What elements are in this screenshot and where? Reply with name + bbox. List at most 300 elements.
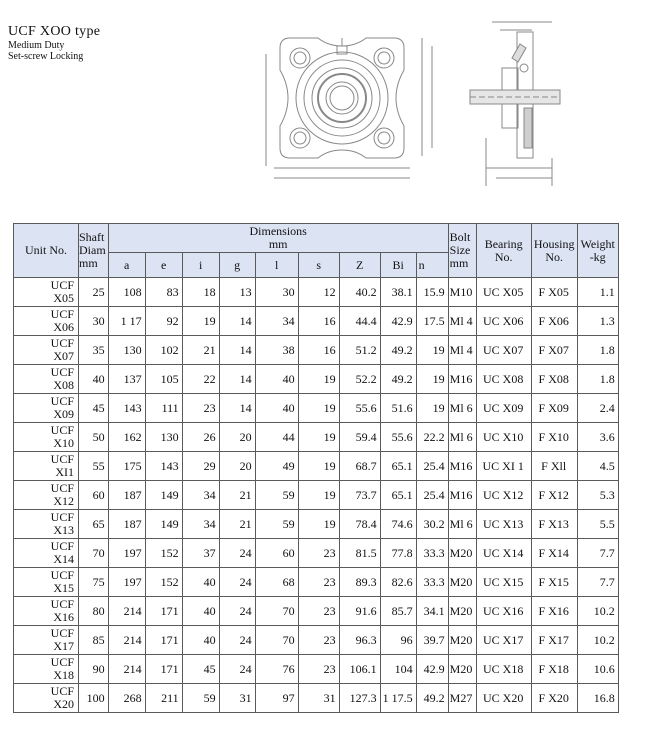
cell-weight: 4.5 [577,452,618,481]
header [8,24,100,62]
cell-d: 40 [79,365,109,394]
cell-n: 22.2 [416,423,448,452]
cell-i: 34 [182,510,219,539]
unit-series: UCF [50,365,74,379]
cell-l: 70 [255,626,298,655]
cell-housing: F X05 [531,278,577,307]
cell-weight: 1.8 [577,365,618,394]
cell-e: 92 [145,307,182,336]
unit-code: X10 [53,436,74,450]
cell-a: 187 [108,481,145,510]
unit-series: UCF [50,336,74,350]
unit-series: UCF [50,597,74,611]
cell-i: 40 [182,597,219,626]
cell-l: 38 [255,336,298,365]
cell-g: 21 [219,510,255,539]
cell-d: 75 [79,568,109,597]
cell-d: 60 [79,481,109,510]
cell-a: 214 [108,597,145,626]
unit-code: X18 [53,668,74,682]
cell-s: 23 [298,539,339,568]
header-housing-no [531,224,577,278]
unit-code: X14 [53,552,74,566]
cell-l: 30 [255,278,298,307]
page-title: UCF XOO type [8,24,101,39]
unit-code: X07 [53,349,74,363]
cell-housing: F X15 [531,568,577,597]
cell-weight: 16.8 [577,684,618,713]
cell-d: 30 [79,307,109,336]
cell-g: 24 [219,568,255,597]
cell-bearing: UC X13 [476,510,531,539]
cell-weight: 3.6 [577,423,618,452]
cell-i: 18 [182,278,219,307]
cell-bi: 38.1 [380,278,416,307]
housing-no-label: No. [545,249,564,264]
cell-d: 70 [79,539,109,568]
cell-i: 29 [182,452,219,481]
cell-housing: F X14 [531,539,577,568]
cell-s: 19 [298,510,339,539]
cell-e: 171 [145,597,182,626]
cell-s: 19 [298,481,339,510]
cell-l: 44 [255,423,298,452]
cell-z: 68.7 [339,452,380,481]
cell-housing: F X09 [531,394,577,423]
cell-i: 34 [182,481,219,510]
bolt-label: Bolt [449,230,471,244]
bearing-label: Bearing [484,236,523,251]
cell-z: 51.2 [339,336,380,365]
cell-bearing: UC X12 [476,481,531,510]
dimensions-label: Dimensions [249,224,307,238]
header-dim-bi: Bi [380,253,416,278]
cell-unit-no [14,684,79,713]
cell-bolt: Ml 6 [448,510,476,539]
cell-s: 23 [298,568,339,597]
cell-bolt: M16 [448,452,476,481]
unit-code: X12 [53,494,74,508]
table-row [14,307,619,336]
cell-d: 100 [79,684,109,713]
cell-a: 197 [108,568,145,597]
locking-label: Set-screw Locking [8,51,84,62]
unit-code: X05 [53,291,74,305]
cell-z: 81.5 [339,539,380,568]
cell-unit-no [14,307,79,336]
cell-s: 12 [298,278,339,307]
header-dim-i: i [182,253,219,278]
side-view-drawing [470,22,560,186]
cell-unit-no [14,336,79,365]
cell-a: 214 [108,655,145,684]
cell-l: 40 [255,365,298,394]
cell-l: 34 [255,307,298,336]
cell-housing: F X10 [531,423,577,452]
cell-weight: 1.1 [577,278,618,307]
front-view-drawing [266,38,432,178]
cell-g: 20 [219,423,255,452]
housing-label: Housing [533,236,575,251]
unit-series: UCF [50,539,74,553]
unit-code: X13 [53,523,74,537]
cell-weight: 1.3 [577,307,618,336]
cell-e: 143 [145,452,182,481]
cell-n: 34.1 [416,597,448,626]
cell-bearing: UC XI 1 [476,452,531,481]
table-row [14,481,619,510]
cell-n: 25.4 [416,481,448,510]
cell-e: 130 [145,423,182,452]
cell-e: 102 [145,336,182,365]
cell-g: 24 [219,626,255,655]
cell-housing: F X12 [531,481,577,510]
cell-i: 59 [182,684,219,713]
cell-l: 40 [255,394,298,423]
cell-n: 39.7 [416,626,448,655]
cell-bi: 42.9 [380,307,416,336]
table-row [14,626,619,655]
cell-z: 89.3 [339,568,380,597]
cell-bolt: M20 [448,626,476,655]
cell-s: 23 [298,655,339,684]
cell-unit-no [14,423,79,452]
cell-bi: 65.1 [380,452,416,481]
cell-bolt: Ml 4 [448,336,476,365]
cell-housing: F Xll [531,452,577,481]
cell-g: 14 [219,336,255,365]
cell-bolt: M10 [448,278,476,307]
table-row [14,423,619,452]
cell-i: 19 [182,307,219,336]
cell-l: 70 [255,597,298,626]
cell-bolt: M20 [448,568,476,597]
table-row [14,336,619,365]
cell-e: 211 [145,684,182,713]
cell-l: 97 [255,684,298,713]
cell-bi: 65.1 [380,481,416,510]
cell-housing: F X08 [531,365,577,394]
duty-label: Medium Duty [8,40,65,51]
cell-unit-no [14,597,79,626]
cell-s: 16 [298,307,339,336]
cell-s: 19 [298,452,339,481]
cell-i: 22 [182,365,219,394]
cell-g: 14 [219,365,255,394]
cell-bi: 51.6 [380,394,416,423]
cell-bolt: Ml 4 [448,307,476,336]
unit-code: X20 [53,697,74,711]
header-dimensions [108,224,448,253]
table-row [14,539,619,568]
cell-bi: 49.2 [380,365,416,394]
cell-a: 143 [108,394,145,423]
cell-l: 60 [255,539,298,568]
specification-table [13,223,619,713]
cell-n: 25.4 [416,452,448,481]
cell-unit-no [14,394,79,423]
bolt-unit-label: mm [449,256,469,270]
table-row [14,655,619,684]
cell-weight: 10.2 [577,626,618,655]
cell-n: 15.9 [416,278,448,307]
technical-drawings [262,18,562,190]
cell-bi: 82.6 [380,568,416,597]
cell-i: 40 [182,626,219,655]
cell-bi: 85.7 [380,597,416,626]
cell-l: 59 [255,510,298,539]
shaft-unit-label: mm [79,256,98,270]
cell-unit-no [14,510,79,539]
header-dim-l: l [255,253,298,278]
cell-n: 19 [416,394,448,423]
header-dim-a: a [108,253,145,278]
unit-code: X16 [53,610,74,624]
cell-d: 65 [79,510,109,539]
unit-code: X09 [53,407,74,421]
table-row [14,597,619,626]
cell-unit-no [14,481,79,510]
cell-bolt: Ml 6 [448,394,476,423]
table-row [14,278,619,307]
cell-l: 68 [255,568,298,597]
cell-housing: F X18 [531,655,577,684]
cell-bi: 74.6 [380,510,416,539]
cell-unit-no [14,626,79,655]
cell-bolt: M20 [448,539,476,568]
cell-s: 23 [298,626,339,655]
cell-bearing: UC X20 [476,684,531,713]
cell-s: 23 [298,597,339,626]
cell-g: 24 [219,655,255,684]
cell-n: 19 [416,365,448,394]
cell-n: 42.9 [416,655,448,684]
header-shaft-diam [79,224,109,278]
cell-d: 90 [79,655,109,684]
cell-d: 80 [79,597,109,626]
unit-series: UCF [50,423,74,437]
cell-e: 149 [145,481,182,510]
cell-z: 96.3 [339,626,380,655]
cell-d: 55 [79,452,109,481]
cell-l: 49 [255,452,298,481]
cell-a: 197 [108,539,145,568]
header-bearing-no [476,224,531,278]
header-dim-z: Z [339,253,380,278]
cell-bearing: UC X16 [476,597,531,626]
cell-g: 31 [219,684,255,713]
cell-e: 152 [145,539,182,568]
cell-housing: F X13 [531,510,577,539]
cell-z: 44.4 [339,307,380,336]
cell-bearing: UC X09 [476,394,531,423]
cell-z: 91.6 [339,597,380,626]
unit-series: UCF [50,394,74,408]
cell-housing: F X06 [531,307,577,336]
cell-i: 45 [182,655,219,684]
cell-unit-no [14,539,79,568]
cell-g: 14 [219,394,255,423]
cell-weight: 2.4 [577,394,618,423]
unit-code: X17 [53,639,74,653]
cell-bolt: M27 [448,684,476,713]
unit-series: UCF [50,568,74,582]
cell-a: 137 [108,365,145,394]
cell-a: 268 [108,684,145,713]
cell-g: 24 [219,539,255,568]
cell-s: 19 [298,394,339,423]
cell-e: 171 [145,626,182,655]
dimensions-unit-label: mm [268,237,288,251]
cell-unit-no [14,278,79,307]
diam-label: Diam [79,243,106,257]
cell-housing: F X17 [531,626,577,655]
cell-housing: F X07 [531,336,577,365]
cell-g: 13 [219,278,255,307]
table-row [14,568,619,597]
size-label: Size [449,243,471,257]
cell-n: 49.2 [416,684,448,713]
cell-s: 19 [298,365,339,394]
table-row [14,394,619,423]
unit-code: XI1 [55,465,74,479]
cell-e: 111 [145,394,182,423]
cell-weight: 5.5 [577,510,618,539]
unit-series: UCF [50,278,74,292]
cell-e: 149 [145,510,182,539]
cell-bearing: UC X05 [476,278,531,307]
cell-l: 59 [255,481,298,510]
weight-unit-label: -kg [589,249,606,264]
cell-bearing: UC X07 [476,336,531,365]
cell-z: 59.4 [339,423,380,452]
cell-e: 105 [145,365,182,394]
unit-series: UCF [50,655,74,669]
cell-e: 152 [145,568,182,597]
cell-l: 76 [255,655,298,684]
cell-bi: 104 [380,655,416,684]
cell-bolt: M20 [448,597,476,626]
unit-series: UCF [50,307,74,321]
cell-e: 171 [145,655,182,684]
header-dim-n: n [416,253,448,278]
cell-z: 78.4 [339,510,380,539]
cell-d: 25 [79,278,109,307]
cell-bolt: M16 [448,481,476,510]
cell-d: 50 [79,423,109,452]
cell-g: 14 [219,307,255,336]
cell-d: 85 [79,626,109,655]
cell-bearing: UC X10 [476,423,531,452]
cell-bolt: Ml 6 [448,423,476,452]
cell-bearing: UC X15 [476,568,531,597]
header-weight [577,224,618,278]
cell-i: 37 [182,539,219,568]
cell-d: 45 [79,394,109,423]
unit-series: UCF [50,452,74,466]
cell-g: 24 [219,597,255,626]
cell-z: 55.6 [339,394,380,423]
shaft-label: Shaft [79,230,105,244]
unit-code: X06 [53,320,74,334]
cell-a: 108 [108,278,145,307]
cell-g: 21 [219,481,255,510]
cell-z: 73.7 [339,481,380,510]
cell-weight: 1.8 [577,336,618,365]
cell-n: 19 [416,336,448,365]
cell-bi: 1 17.5 [380,684,416,713]
cell-a: 214 [108,626,145,655]
table-row [14,365,619,394]
cell-i: 26 [182,423,219,452]
cell-s: 31 [298,684,339,713]
cell-d: 35 [79,336,109,365]
cell-a: 162 [108,423,145,452]
cell-a: 1 17 [108,307,145,336]
cell-n: 17.5 [416,307,448,336]
cell-unit-no [14,655,79,684]
cell-z: 106.1 [339,655,380,684]
cell-bolt: M20 [448,655,476,684]
unit-series: UCF [50,684,74,698]
table-row [14,684,619,713]
cell-weight: 7.7 [577,568,618,597]
cell-unit-no [14,452,79,481]
cell-i: 40 [182,568,219,597]
table-row [14,510,619,539]
cell-bi: 55.6 [380,423,416,452]
cell-weight: 10.6 [577,655,618,684]
header-dim-g: g [219,253,255,278]
cell-i: 21 [182,336,219,365]
cell-weight: 10.2 [577,597,618,626]
cell-unit-no [14,568,79,597]
unit-code: X08 [53,378,74,392]
cell-n: 33.3 [416,539,448,568]
header-dim-e: e [145,253,182,278]
cell-s: 16 [298,336,339,365]
cell-bi: 96 [380,626,416,655]
cell-s: 19 [298,423,339,452]
bearing-no-label: No. [494,249,513,264]
weight-label: Weight [580,236,615,251]
cell-bi: 77.8 [380,539,416,568]
cell-a: 175 [108,452,145,481]
unit-series: UCF [50,626,74,640]
cell-n: 30.2 [416,510,448,539]
cell-e: 83 [145,278,182,307]
cell-bolt: M16 [448,365,476,394]
header-dim-s: s [298,253,339,278]
header-unit-no: Unit No. [14,224,79,278]
cell-bi: 49.2 [380,336,416,365]
cell-housing: F X20 [531,684,577,713]
cell-unit-no [14,365,79,394]
cell-bearing: UC X06 [476,307,531,336]
cell-weight: 7.7 [577,539,618,568]
cell-a: 187 [108,510,145,539]
header-bolt-size [448,224,476,278]
unit-code: X15 [53,581,74,595]
table-row [14,452,619,481]
cell-g: 20 [219,452,255,481]
unit-series: UCF [50,510,74,524]
unit-series: UCF [50,481,74,495]
cell-z: 127.3 [339,684,380,713]
cell-bearing: UC X18 [476,655,531,684]
cell-z: 40.2 [339,278,380,307]
cell-housing: F X16 [531,597,577,626]
